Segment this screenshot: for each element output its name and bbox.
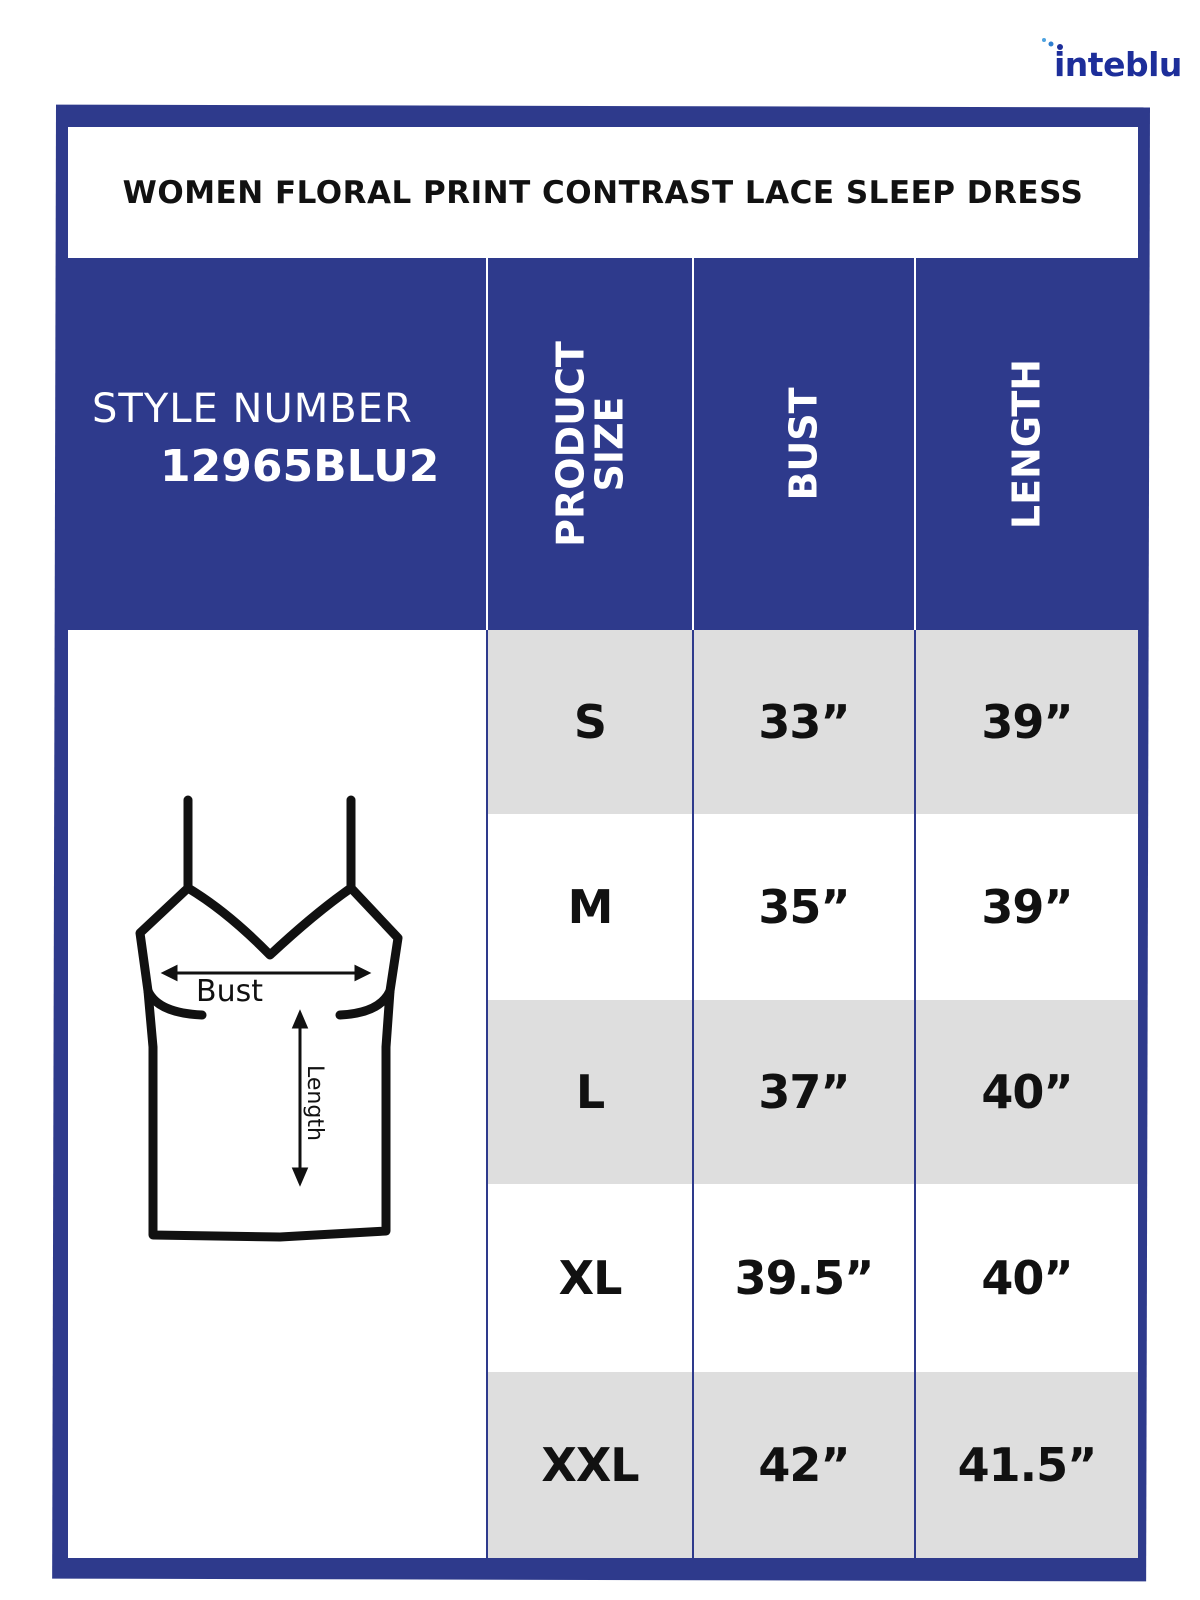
header-product-size-line2: SIZE xyxy=(587,396,631,492)
bust-cell: 37” xyxy=(694,1000,914,1184)
header-product-size xyxy=(488,258,692,630)
bust-cell: 35” xyxy=(694,814,914,1000)
length-arrow-bottom-head xyxy=(294,1169,306,1183)
header-length-label: LENGTH xyxy=(1004,358,1049,530)
size-cell: XXL xyxy=(488,1372,692,1558)
length-cell: 41.5” xyxy=(916,1372,1138,1558)
product-title: WOMEN FLORAL PRINT CONTRAST LACE SLEEP DRESS xyxy=(122,174,1084,211)
header-divider xyxy=(914,258,916,630)
length-cell: 40” xyxy=(916,1184,1138,1372)
header-bust xyxy=(694,258,914,630)
title-box xyxy=(68,127,1138,258)
length-cell: 39” xyxy=(916,630,1138,814)
bust-cell: 42” xyxy=(694,1372,914,1558)
camisole-icon xyxy=(130,795,410,1275)
length-label: Length xyxy=(302,1065,327,1141)
right-armhole xyxy=(340,991,390,1015)
size-cell: M xyxy=(488,814,692,1000)
length-cell: 39” xyxy=(916,814,1138,1000)
bust-label: Bust xyxy=(196,974,263,1009)
bust-cell: 39.5” xyxy=(694,1184,914,1372)
style-number-label: STYLE NUMBER xyxy=(92,386,413,432)
size-cell: XL xyxy=(488,1184,692,1372)
length-cell: 40” xyxy=(916,1000,1138,1184)
left-armhole xyxy=(148,991,202,1015)
style-number-header xyxy=(68,258,486,630)
size-cell: S xyxy=(488,630,692,814)
header-length xyxy=(916,258,1138,630)
header-bust-label: BUST xyxy=(781,387,826,501)
bust-cell: 33” xyxy=(694,630,914,814)
bust-arrow-right-head xyxy=(356,967,368,979)
garment-outline xyxy=(140,888,398,1237)
style-number-value: 12965BLU2 xyxy=(160,441,440,492)
length-arrow-top-head xyxy=(294,1013,306,1027)
header-product-size-label xyxy=(548,341,631,547)
header-product-size-line1: PRODUCT xyxy=(548,341,593,547)
brand-logo xyxy=(1040,34,1190,94)
size-cell: L xyxy=(488,1000,692,1184)
bust-arrow-left-head xyxy=(164,967,176,979)
brand-name: inteblu xyxy=(1054,45,1182,84)
header-divider xyxy=(692,258,694,630)
header-divider xyxy=(486,258,488,630)
